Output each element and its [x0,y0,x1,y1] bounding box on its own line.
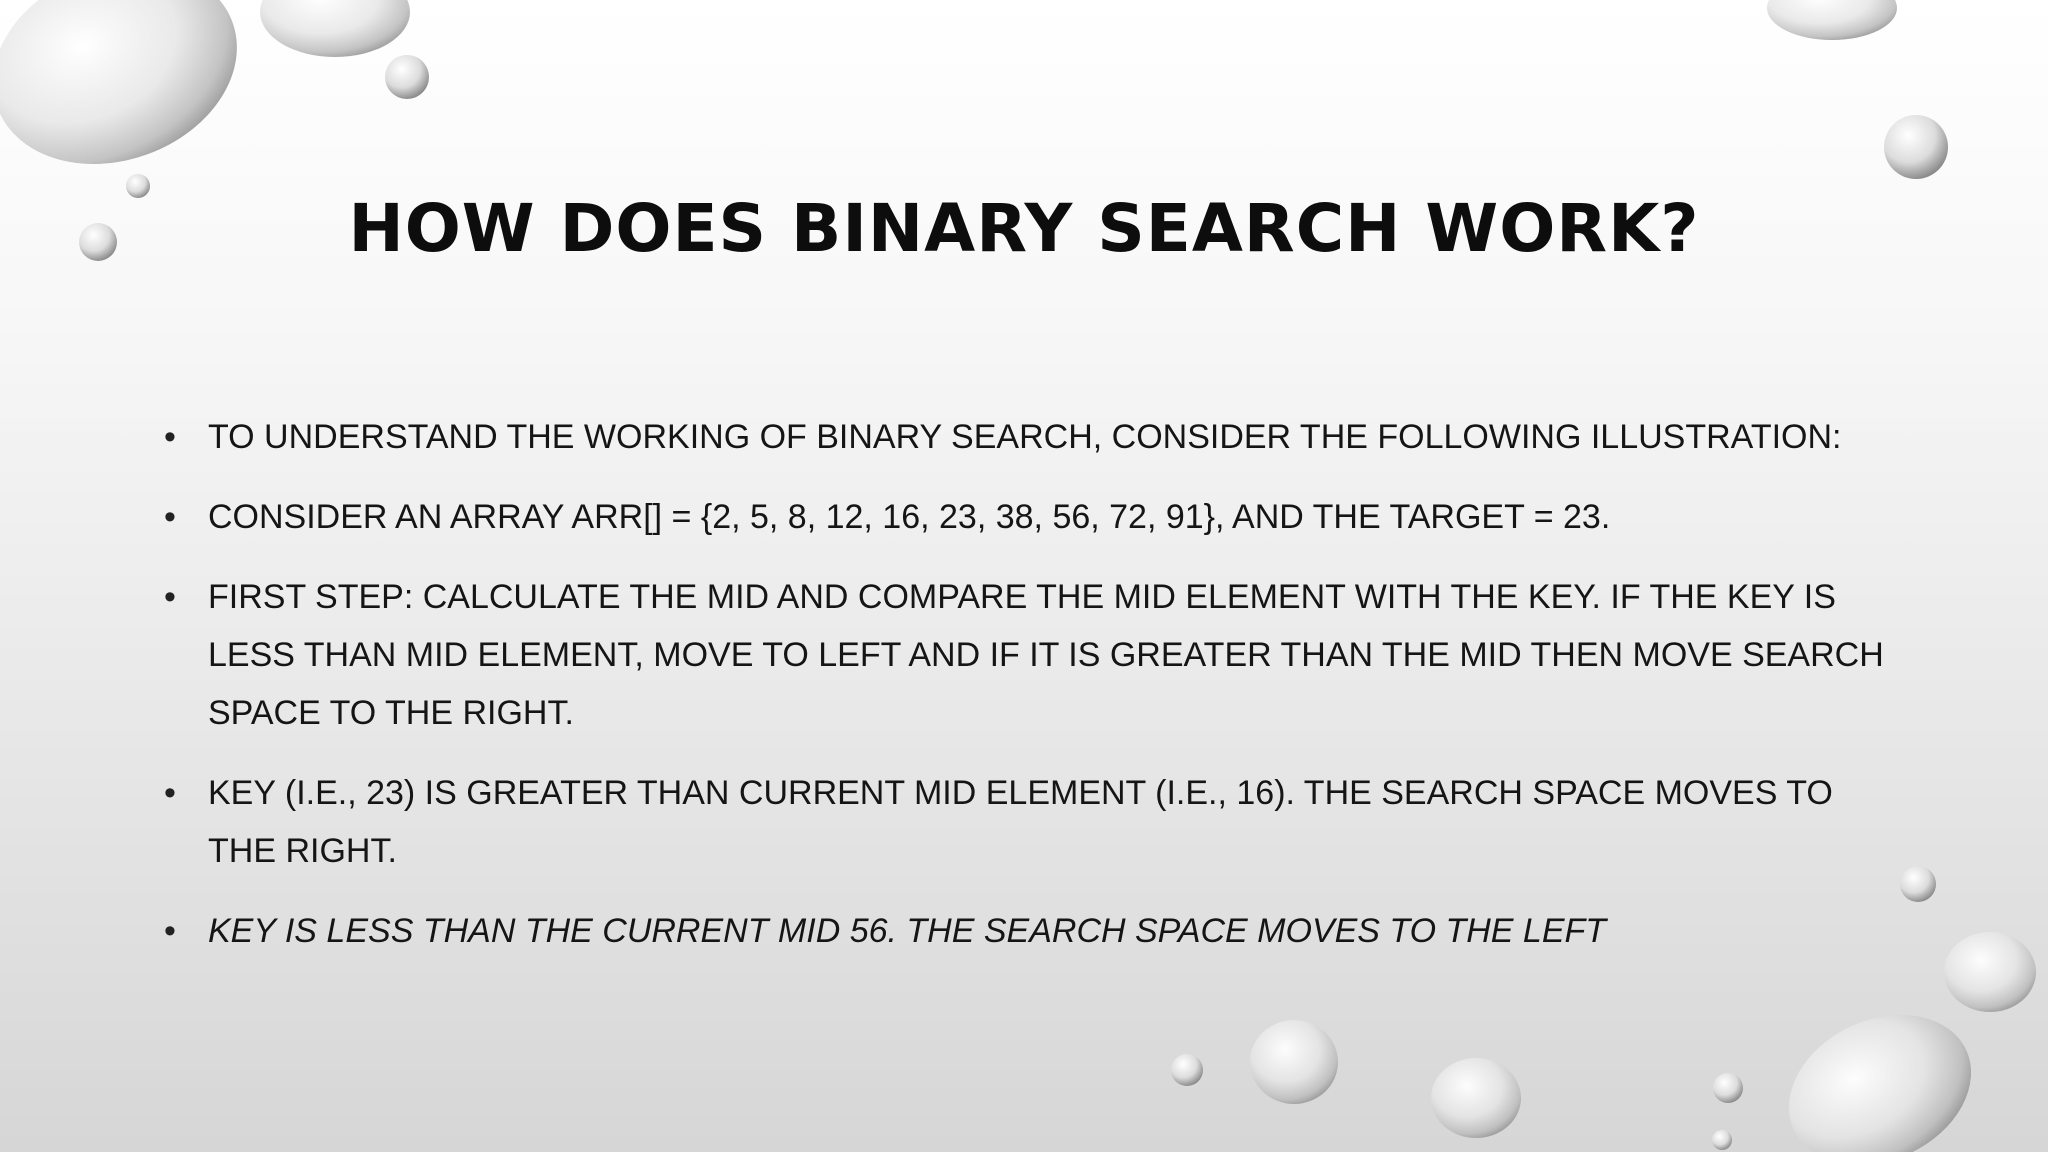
bullet-text: KEY IS LESS THAN THE CURRENT MID 56. THE SEARCH SPACE MOVES TO THE LEFT [208,912,1607,950]
bullet-dot-icon: • [164,498,176,536]
bullet-dot-icon: • [164,418,176,456]
bullet-item [160,568,1900,742]
bullet-text: TO UNDERSTAND THE WORKING OF BINARY SEARCH, CONSIDER THE FOLLOWING ILLUSTRATION: [208,418,1842,456]
droplet [1900,866,1936,902]
bullet-dot-icon: • [164,912,176,950]
droplet [1171,1054,1203,1086]
bullet-dot-icon: • [164,774,176,812]
droplet [1764,986,1995,1152]
droplet [1713,1073,1743,1103]
bullet-item [160,488,1900,546]
bullet-text: KEY (I.E., 23) IS GREATER THAN CURRENT MID ELEMENT (I.E., 16). THE SEARCH SPACE MOVES TO THE RIGHT. [208,774,1833,870]
bullet-text: CONSIDER AN ARRAY ARR[] = {2, 5, 8, 12, 16, 23, 38, 56, 72, 91}, AND THE TARGET = 23. [208,498,1611,536]
bullet-item [160,902,1900,960]
bullet-item [160,764,1900,880]
droplet [385,55,429,99]
droplet [0,0,265,197]
droplet [1944,932,2036,1012]
bullet-text: FIRST STEP: CALCULATE THE MID AND COMPARE THE MID ELEMENT WITH THE KEY. IF THE KEY IS LESS THAN MID ELEMENT, MOVE TO LEFT AND IF IT IS GREATER THAN THE MID THEN MOVE SEARCH SPACE TO THE RIGHT. [208,578,1884,732]
droplet [1712,1130,1732,1150]
slide-title: HOW DOES BINARY SEARCH WORK? [348,190,1700,267]
droplet [1250,1020,1338,1104]
droplet [260,0,410,57]
bullet-item [160,408,1900,466]
bullet-dot-icon: • [164,578,176,616]
droplet [1767,0,1897,40]
droplet [1431,1058,1521,1138]
droplet [1884,115,1948,179]
bullet-list [160,408,1900,982]
